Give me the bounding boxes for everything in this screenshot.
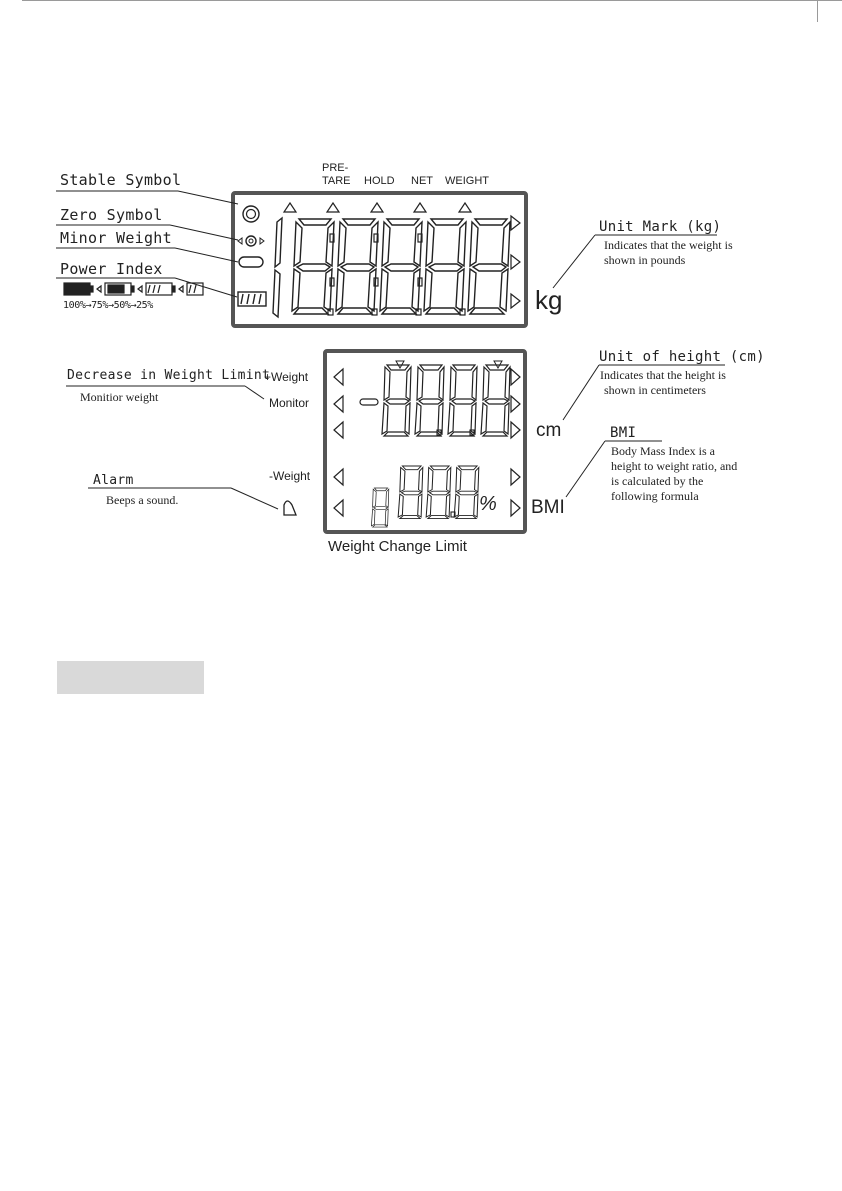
- height-digit-4: [481, 365, 510, 436]
- decrease-limit-note: Monitior weight: [80, 390, 159, 404]
- mode-indicator-triangles: [284, 203, 471, 212]
- decrease-limit-label: Decrease in Weight Limint: [67, 368, 271, 383]
- power-index-label: Power Index: [60, 260, 163, 278]
- alarm-label: Alarm: [93, 473, 134, 488]
- hold-label: HOLD: [364, 175, 395, 187]
- bmi-label: BMI: [610, 425, 637, 441]
- minor-weight-label: Minor Weight: [60, 229, 172, 247]
- bell-icon: [284, 501, 296, 515]
- bmi-note-4: following formula: [611, 489, 699, 503]
- pre-label: PRE-: [322, 162, 349, 174]
- zero-symbol-icon: [238, 236, 264, 246]
- net-label: NET: [411, 175, 433, 187]
- unit-mark-note-2: shown in pounds: [604, 253, 686, 267]
- minus-sign-segment: [360, 399, 378, 405]
- stable-symbol-label: Stable Symbol: [60, 171, 182, 189]
- minor-weight-icon: [239, 257, 263, 267]
- decimal-points: [328, 234, 465, 315]
- unit-height-note-1: Indicates that the height is: [600, 368, 726, 382]
- monitor-label: Monitor: [269, 396, 310, 410]
- bmi-unit-label: BMI: [531, 497, 565, 518]
- bmi-note-3: is calculated by the: [611, 474, 704, 488]
- unit-mark-note-1: Indicates that the weight is: [604, 238, 733, 252]
- weight-digit-5: [468, 219, 510, 314]
- plus-weight-label: +Weight: [264, 370, 309, 384]
- kg-unit-label: kg: [535, 285, 563, 315]
- unit-mark-label: Unit Mark (kg): [599, 219, 722, 235]
- percent-sign: %: [479, 493, 497, 515]
- height-digit-1: [382, 365, 411, 436]
- weight-label: WEIGHT: [445, 175, 489, 187]
- left-indicator-triangles: [334, 369, 343, 516]
- minus-weight-label: -Weight: [269, 469, 311, 483]
- height-digit-2: [415, 365, 444, 436]
- bmi-digit-2: [426, 466, 451, 519]
- unit-height-note-2: shown in centimeters: [604, 383, 706, 397]
- weight-change-limit-caption: Weight Change Limit: [328, 538, 467, 555]
- battery-icon: [238, 292, 266, 306]
- zero-symbol-label: Zero Symbol: [60, 206, 163, 224]
- alarm-note: Beeps a sound.: [106, 493, 179, 507]
- weight-digit-4: [424, 219, 466, 314]
- cm-unit-label: cm: [536, 420, 562, 441]
- weight-digit-3: [380, 219, 422, 314]
- right-indicator-triangles: [511, 369, 520, 516]
- weight-digit-2: [336, 219, 378, 314]
- bmi-digit-3: [454, 466, 479, 519]
- bmi-note-2: height to weight ratio, and: [611, 459, 738, 473]
- unit-indicator-triangles: [511, 216, 520, 308]
- tare-label: TARE: [322, 175, 351, 187]
- top-lcd-frame: [233, 193, 526, 326]
- unit-height-label: Unit of height (cm): [599, 349, 765, 365]
- battery-scale-label: 100%→75%→50%→25%: [63, 300, 153, 311]
- battery-scale-icons: [64, 283, 203, 295]
- leading-one-segment: [273, 218, 282, 317]
- weight-digit-1: [292, 219, 334, 314]
- bmi-note-1: Body Mass Index is a: [611, 444, 715, 458]
- stable-symbol-icon: [243, 206, 259, 222]
- section-heading-band: [57, 661, 204, 694]
- height-digit-3: [448, 365, 477, 436]
- bmi-digit-1: [398, 466, 423, 519]
